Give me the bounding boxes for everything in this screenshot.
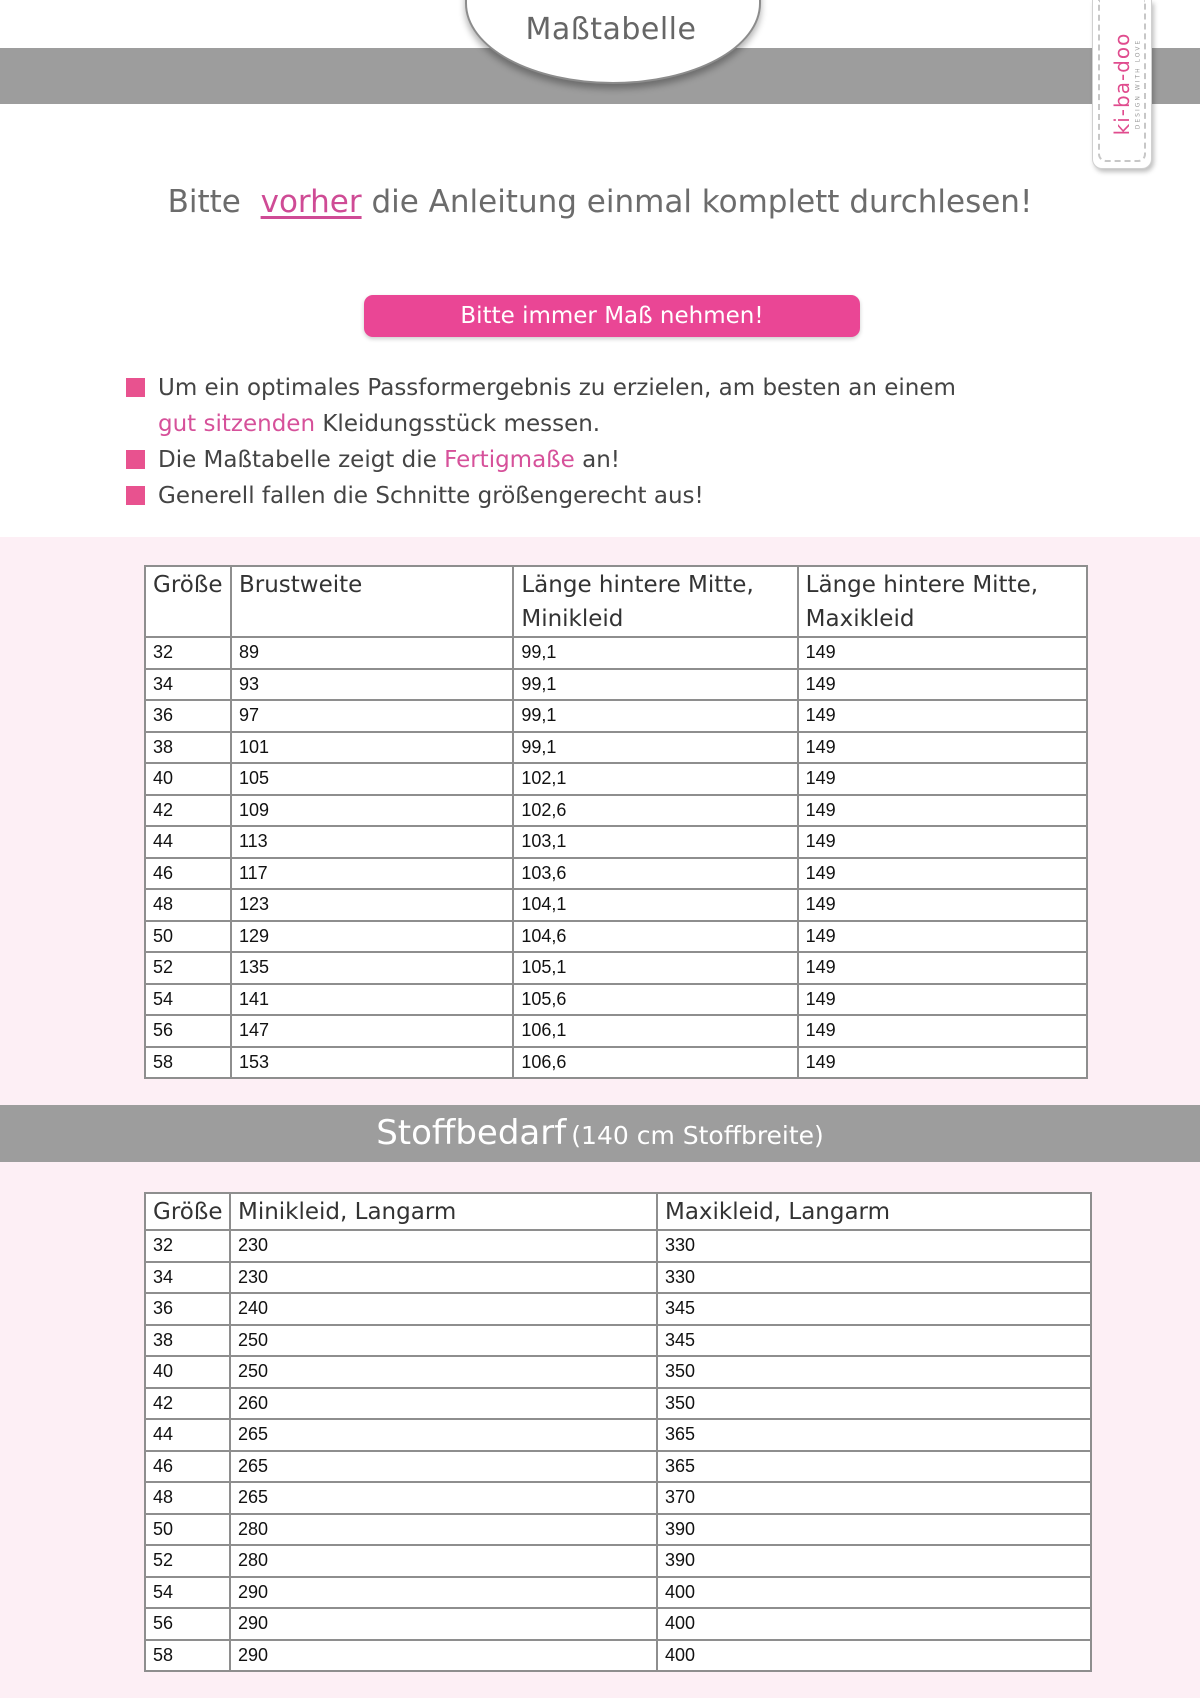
column-header: Länge hintere Mitte, Minikleid	[513, 566, 797, 637]
table-row	[145, 1230, 1091, 1262]
table-cell: 250	[230, 1325, 657, 1357]
table-row	[145, 1047, 1087, 1079]
table-cell: 58	[145, 1047, 231, 1079]
table-cell: 400	[657, 1577, 1091, 1609]
fabric-table-body	[145, 1230, 1091, 1671]
table-row	[145, 732, 1087, 764]
column-header: Minikleid, Langarm	[230, 1193, 657, 1230]
table-cell: 56	[145, 1608, 230, 1640]
table-cell: 265	[230, 1451, 657, 1483]
hint-highlight: Fertigmaße	[444, 447, 575, 473]
table-cell: 106,6	[513, 1047, 797, 1079]
table-cell: 365	[657, 1451, 1091, 1483]
table-cell: 330	[657, 1262, 1091, 1294]
measure-reminder-banner: Bitte immer Maß nehmen!	[364, 295, 860, 337]
table-cell: 149	[798, 921, 1087, 953]
table-cell: 400	[657, 1608, 1091, 1640]
table-row	[145, 1293, 1091, 1325]
intro-notice	[0, 184, 1200, 220]
table-cell: 36	[145, 700, 231, 732]
list-item	[126, 478, 1126, 514]
table-row	[145, 889, 1087, 921]
table-cell: 105	[231, 763, 513, 795]
table-cell: 117	[231, 858, 513, 890]
table-cell: 102,6	[513, 795, 797, 827]
table-row	[145, 1388, 1091, 1420]
list-item	[126, 442, 1126, 478]
table-cell: 265	[230, 1482, 657, 1514]
table-cell: 93	[231, 669, 513, 701]
table-cell: 48	[145, 889, 231, 921]
table-row	[145, 1577, 1091, 1609]
table-cell: 46	[145, 858, 231, 890]
table-cell: 330	[657, 1230, 1091, 1262]
list-item	[126, 370, 1126, 442]
table-row	[145, 1325, 1091, 1357]
brand-logo-tagline: DESIGN WITH LOVE	[1134, 38, 1142, 130]
table-cell: 38	[145, 1325, 230, 1357]
table-row	[145, 1640, 1091, 1672]
column-header: Brustweite	[231, 566, 513, 637]
table-cell: 106,1	[513, 1015, 797, 1047]
table-cell: 103,1	[513, 826, 797, 858]
table-cell: 123	[231, 889, 513, 921]
table-cell: 370	[657, 1482, 1091, 1514]
table-cell: 230	[230, 1262, 657, 1294]
table-row	[145, 763, 1087, 795]
table-cell: 109	[231, 795, 513, 827]
table-cell: 38	[145, 732, 231, 764]
table-cell: 99,1	[513, 732, 797, 764]
table-row	[145, 952, 1087, 984]
table-row	[145, 826, 1087, 858]
hint-text: Die Maßtabelle zeigt die	[158, 447, 445, 473]
table-cell: 147	[231, 1015, 513, 1047]
table-cell: 290	[230, 1608, 657, 1640]
table-cell: 99,1	[513, 700, 797, 732]
table-row	[145, 1356, 1091, 1388]
intro-after: die Anleitung einmal komplett durchlesen!	[371, 184, 1033, 220]
table-cell: 230	[230, 1230, 657, 1262]
table-cell: 113	[231, 826, 513, 858]
table-cell: 135	[231, 952, 513, 984]
table-row	[145, 921, 1087, 953]
table-row	[145, 984, 1087, 1016]
table-cell: 280	[230, 1545, 657, 1577]
table-cell: 56	[145, 1015, 231, 1047]
size-table-body	[145, 637, 1087, 1078]
table-cell: 103,6	[513, 858, 797, 890]
table-cell: 104,1	[513, 889, 797, 921]
hint-list	[126, 370, 1126, 514]
table-cell: 149	[798, 700, 1087, 732]
table-cell: 240	[230, 1293, 657, 1325]
table-cell: 149	[798, 889, 1087, 921]
table-row	[145, 700, 1087, 732]
table-row	[145, 858, 1087, 890]
table-cell: 390	[657, 1545, 1091, 1577]
table-cell: 44	[145, 826, 231, 858]
table-cell: 34	[145, 669, 231, 701]
table-cell: 350	[657, 1388, 1091, 1420]
table-cell: 260	[230, 1388, 657, 1420]
table-cell: 46	[145, 1451, 230, 1483]
brand-logo-name: ki-ba-doo	[1110, 32, 1134, 136]
table-cell: 345	[657, 1293, 1091, 1325]
table-row	[145, 1514, 1091, 1546]
table-cell: 32	[145, 1230, 230, 1262]
column-header: Größe	[145, 566, 231, 637]
fabric-table	[144, 1192, 1092, 1672]
table-cell: 153	[231, 1047, 513, 1079]
table-row	[145, 1451, 1091, 1483]
table-cell: 52	[145, 952, 231, 984]
brand-logo-tag	[1092, 0, 1152, 169]
bullet-square-icon	[126, 450, 145, 469]
table-cell: 50	[145, 1514, 230, 1546]
table-row	[145, 1545, 1091, 1577]
table-cell: 149	[798, 732, 1087, 764]
table-cell: 54	[145, 1577, 230, 1609]
table-cell: 129	[231, 921, 513, 953]
table-cell: 149	[798, 1047, 1087, 1079]
table-cell: 40	[145, 1356, 230, 1388]
bullet-square-icon	[126, 378, 145, 397]
size-table	[144, 565, 1088, 1079]
table-cell: 102,1	[513, 763, 797, 795]
table-cell: 149	[798, 826, 1087, 858]
table-row	[145, 1262, 1091, 1294]
table-cell: 250	[230, 1356, 657, 1388]
hint-text: Um ein optimales Passformergebnis zu erzielen, am besten an einem	[158, 375, 956, 401]
column-header: Maxikleid, Langarm	[657, 1193, 1091, 1230]
table-cell: 54	[145, 984, 231, 1016]
table-cell: 58	[145, 1640, 230, 1672]
table-cell: 52	[145, 1545, 230, 1577]
table-cell: 290	[230, 1640, 657, 1672]
table-cell: 42	[145, 1388, 230, 1420]
hint-text: Generell fallen die Schnitte größengerecht aus!	[158, 483, 704, 509]
table-cell: 105,6	[513, 984, 797, 1016]
intro-emphasis: vorher	[260, 184, 362, 220]
table-row	[145, 795, 1087, 827]
table-cell: 149	[798, 984, 1087, 1016]
table-cell: 149	[798, 669, 1087, 701]
table-row	[145, 1015, 1087, 1047]
table-cell: 50	[145, 921, 231, 953]
table-cell: 44	[145, 1419, 230, 1451]
table-cell: 149	[798, 763, 1087, 795]
table-cell: 99,1	[513, 637, 797, 669]
table-cell: 89	[231, 637, 513, 669]
hint-text: Kleidungsstück messen.	[315, 411, 601, 437]
table-cell: 149	[798, 952, 1087, 984]
table-cell: 40	[145, 763, 231, 795]
hint-text: an!	[574, 447, 621, 473]
table-header-row	[145, 1193, 1091, 1230]
table-cell: 149	[798, 858, 1087, 890]
table-cell: 400	[657, 1640, 1091, 1672]
table-cell: 290	[230, 1577, 657, 1609]
table-cell: 42	[145, 795, 231, 827]
table-cell: 34	[145, 1262, 230, 1294]
fabric-section-title	[0, 1105, 1200, 1162]
table-cell: 265	[230, 1419, 657, 1451]
table-cell: 149	[798, 637, 1087, 669]
table-cell: 365	[657, 1419, 1091, 1451]
hint-highlight: gut sitzenden	[158, 411, 316, 437]
fabric-subtitle: (140 cm Stoffbreite)	[571, 1121, 824, 1150]
table-row	[145, 1482, 1091, 1514]
intro-before: Bitte	[167, 184, 241, 220]
page-title: Maßtabelle	[525, 12, 697, 47]
table-header-row	[145, 566, 1087, 637]
table-cell: 345	[657, 1325, 1091, 1357]
table-cell: 390	[657, 1514, 1091, 1546]
fabric-title: Stoffbedarf	[376, 1113, 567, 1153]
table-cell: 149	[798, 1015, 1087, 1047]
table-cell: 350	[657, 1356, 1091, 1388]
table-row	[145, 637, 1087, 669]
table-cell: 36	[145, 1293, 230, 1325]
table-row	[145, 669, 1087, 701]
table-cell: 104,6	[513, 921, 797, 953]
table-cell: 141	[231, 984, 513, 1016]
table-cell: 149	[798, 795, 1087, 827]
column-header: Größe	[145, 1193, 230, 1230]
table-cell: 32	[145, 637, 231, 669]
table-cell: 99,1	[513, 669, 797, 701]
bullet-square-icon	[126, 486, 145, 505]
table-row	[145, 1419, 1091, 1451]
table-row	[145, 1608, 1091, 1640]
table-cell: 105,1	[513, 952, 797, 984]
table-cell: 101	[231, 732, 513, 764]
table-cell: 280	[230, 1514, 657, 1546]
column-header: Länge hintere Mitte, Maxikleid	[798, 566, 1087, 637]
table-cell: 48	[145, 1482, 230, 1514]
table-cell: 97	[231, 700, 513, 732]
